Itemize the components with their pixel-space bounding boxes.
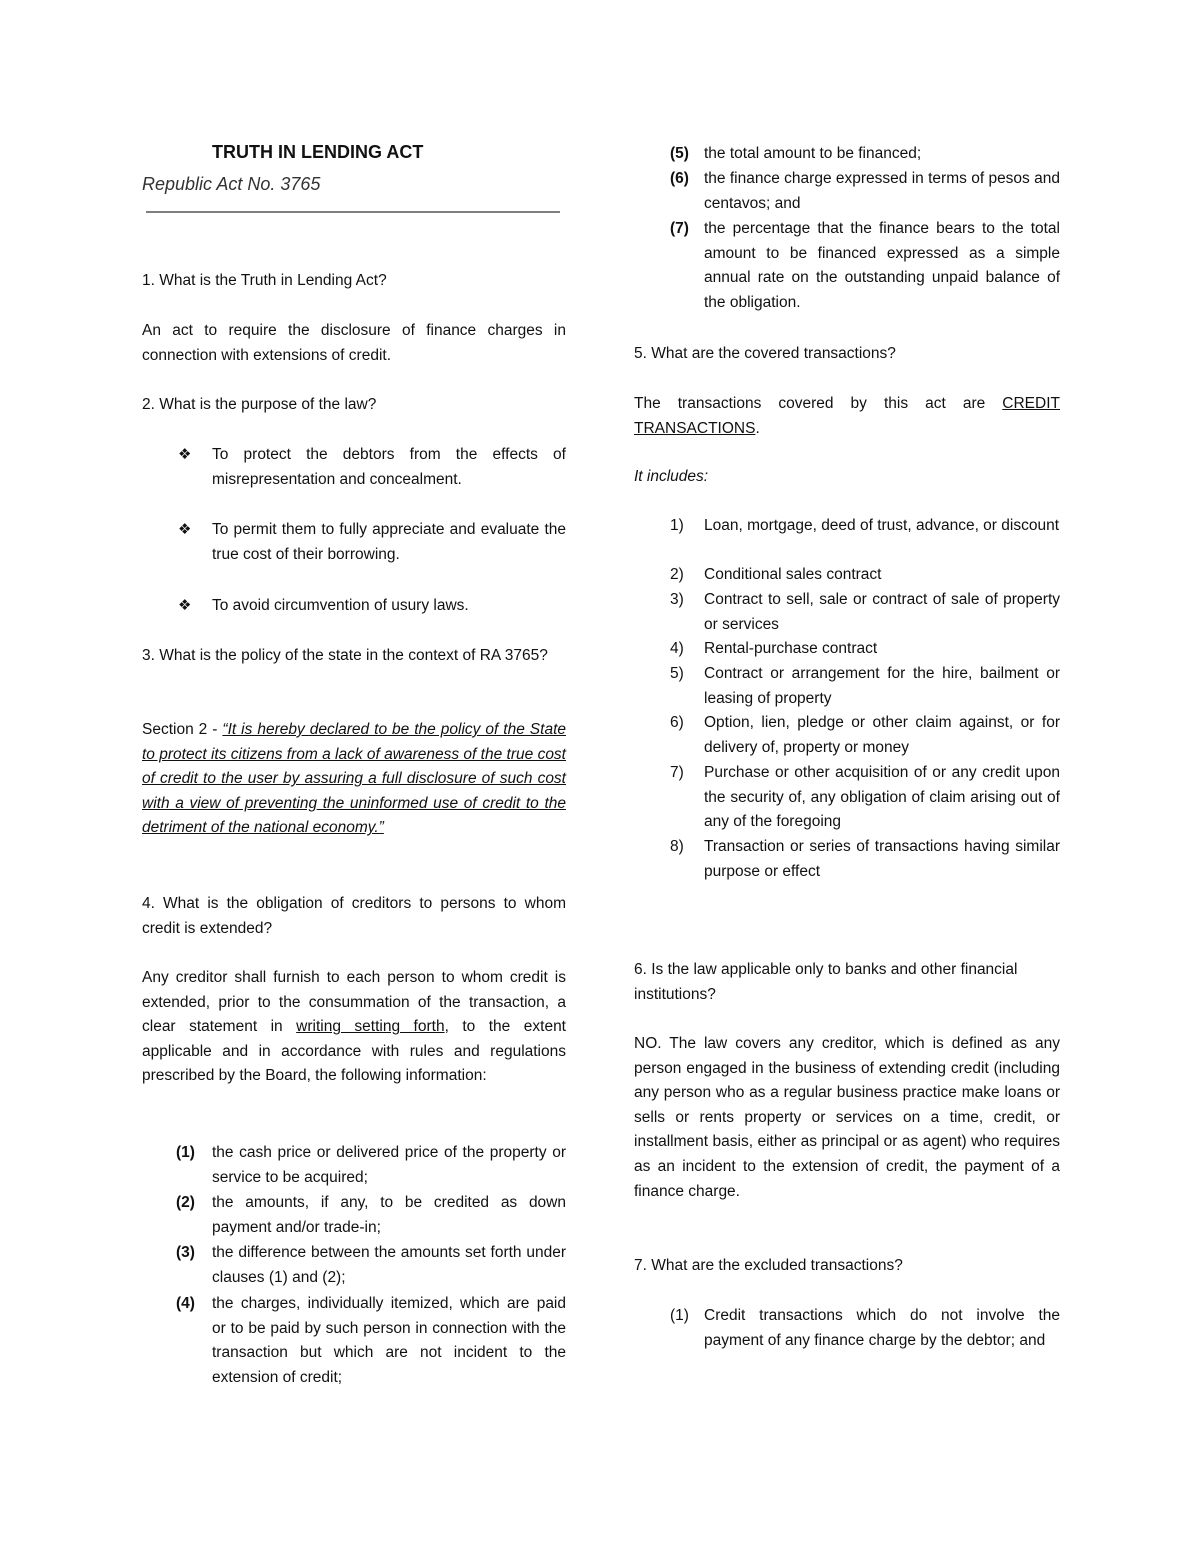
q4-question: 4. What is the obligation of creditors to persons to whom credit is extended?	[142, 895, 566, 937]
q2-question: 2. What is the purpose of the law?	[142, 396, 377, 413]
credit-transactions-term: CREDIT TRANSACTIONS	[634, 395, 1060, 437]
list-text: Contract to sell, sale or contract of sale of property or services	[704, 591, 1060, 633]
list-text: Contract or arrangement for the hire, bailment or leasing of property	[704, 665, 1060, 707]
list-number: 6)	[670, 714, 684, 731]
list-text: the difference between the amounts set forth under clauses (1) and (2);	[212, 1244, 566, 1286]
q1-question: 1. What is the Truth in Lending Act?	[142, 272, 387, 289]
q7-question: 7. What are the excluded transactions?	[634, 1257, 903, 1274]
list-text: Conditional sales contract	[704, 566, 882, 583]
q4-answer-underlined: writing setting forth	[296, 1018, 445, 1036]
list-number: 3)	[670, 591, 684, 608]
policy-quote: “It is hereby declared to be the policy of the State to protect its citizens from a lack of awareness of the true cost of credit to the user by assuring a full disclosure of such cost with a view of preventing the uninformed use of credit to the detriment of the national economy.”	[142, 721, 566, 837]
list-text: Option, lien, pledge or other claim against, or for delivery of, property or money	[704, 714, 1060, 756]
list-text: the total amount to be financed;	[704, 145, 922, 162]
q2-bullet-text: To permit them to fully appreciate and evaluate the true cost of their borrowing.	[212, 521, 566, 563]
list-number: (3)	[176, 1244, 195, 1261]
q3-answer	[142, 718, 566, 841]
list-number: 4)	[670, 640, 684, 657]
q1-answer: An act to require the disclosure of finance charges in connection with extensions of credit.	[142, 322, 566, 364]
q5-answer-text: The transactions covered by this act are	[634, 395, 986, 412]
list-text: Transaction or series of transactions having similar purpose or effect	[704, 838, 1060, 880]
list-text: the amounts, if any, to be credited as down payment and/or trade-in;	[212, 1194, 566, 1236]
includes-label: It includes:	[634, 468, 709, 485]
q4-answer	[142, 966, 566, 1089]
list-text: the percentage that the finance bears to the total amount to be financed expressed as a simple annual rate on the outstanding unpaid balance of the obligation.	[704, 220, 1060, 311]
list-number: (1)	[670, 1307, 689, 1324]
q5-answer-text: .	[755, 419, 760, 437]
list-text: Rental-purchase contract	[704, 640, 878, 657]
q5-question: 5. What are the covered transactions?	[634, 345, 896, 362]
q6-question: 6. Is the law applicable only to banks and other financial institutions?	[634, 961, 1018, 1003]
q6-answer: NO. The law covers any creditor, which is defined as any person engaged in the business of extending credit (including any person who as a regular business practice make loans or sells or rents property or services on a time, credit, or installment basis, either as principal or as agent) who requires as an incident to the extension of credit, the payment of a finance charge.	[634, 1035, 1060, 1200]
list-number: (4)	[176, 1295, 195, 1312]
section-label: Section 2 -	[142, 721, 218, 738]
list-number: (6)	[670, 170, 689, 187]
list-number: (2)	[176, 1194, 195, 1211]
q2-bullet-text: To avoid circumvention of usury laws.	[212, 597, 469, 614]
list-number: 5)	[670, 665, 684, 682]
list-number: (5)	[670, 145, 689, 162]
document-subtitle: Republic Act No. 3765	[142, 174, 321, 194]
q4-answer-text: Any creditor shall furnish to each person to whom credit is extended, prior to the consummation of the transaction, a clear statement in	[142, 969, 566, 1036]
list-text: the cash price or delivered price of the property or service to be acquired;	[212, 1144, 566, 1186]
list-text: the charges, individually itemized, which are paid or to be paid by such person in connection with the transaction but which are not incident to the extension of credit;	[212, 1295, 566, 1386]
list-number: 1)	[670, 517, 684, 534]
list-number: (7)	[670, 220, 689, 237]
q3-question: 3. What is the policy of the state in the context of RA 3765?	[142, 647, 548, 664]
diamond-bullet-icon: ❖	[178, 521, 192, 538]
q2-bullet-text: To protect the debtors from the effects of misrepresentation and concealment.	[212, 446, 566, 488]
diamond-bullet-icon: ❖	[178, 446, 192, 463]
list-number: 8)	[670, 838, 684, 855]
q5-answer	[634, 392, 1060, 441]
title-divider	[146, 211, 560, 213]
document-title: TRUTH IN LENDING ACT	[212, 142, 424, 162]
diamond-bullet-icon: ❖	[178, 597, 192, 614]
list-number: 7)	[670, 764, 684, 781]
q4-answer-text: , to the extent applicable and in accordance with rules and regulations prescribed by the Board, the following information:	[142, 1018, 566, 1085]
list-text: Credit transactions which do not involve the payment of any finance charge by the debtor; and	[704, 1307, 1060, 1349]
list-text: Loan, mortgage, deed of trust, advance, or discount	[704, 517, 1060, 534]
list-text: the finance charge expressed in terms of pesos and centavos; and	[704, 170, 1060, 212]
list-number: 2)	[670, 566, 684, 583]
list-number: (1)	[176, 1144, 195, 1161]
list-text: Purchase or other acquisition of or any credit upon the security of, any obligation of claim arising out of any of the foregoing	[704, 764, 1060, 831]
